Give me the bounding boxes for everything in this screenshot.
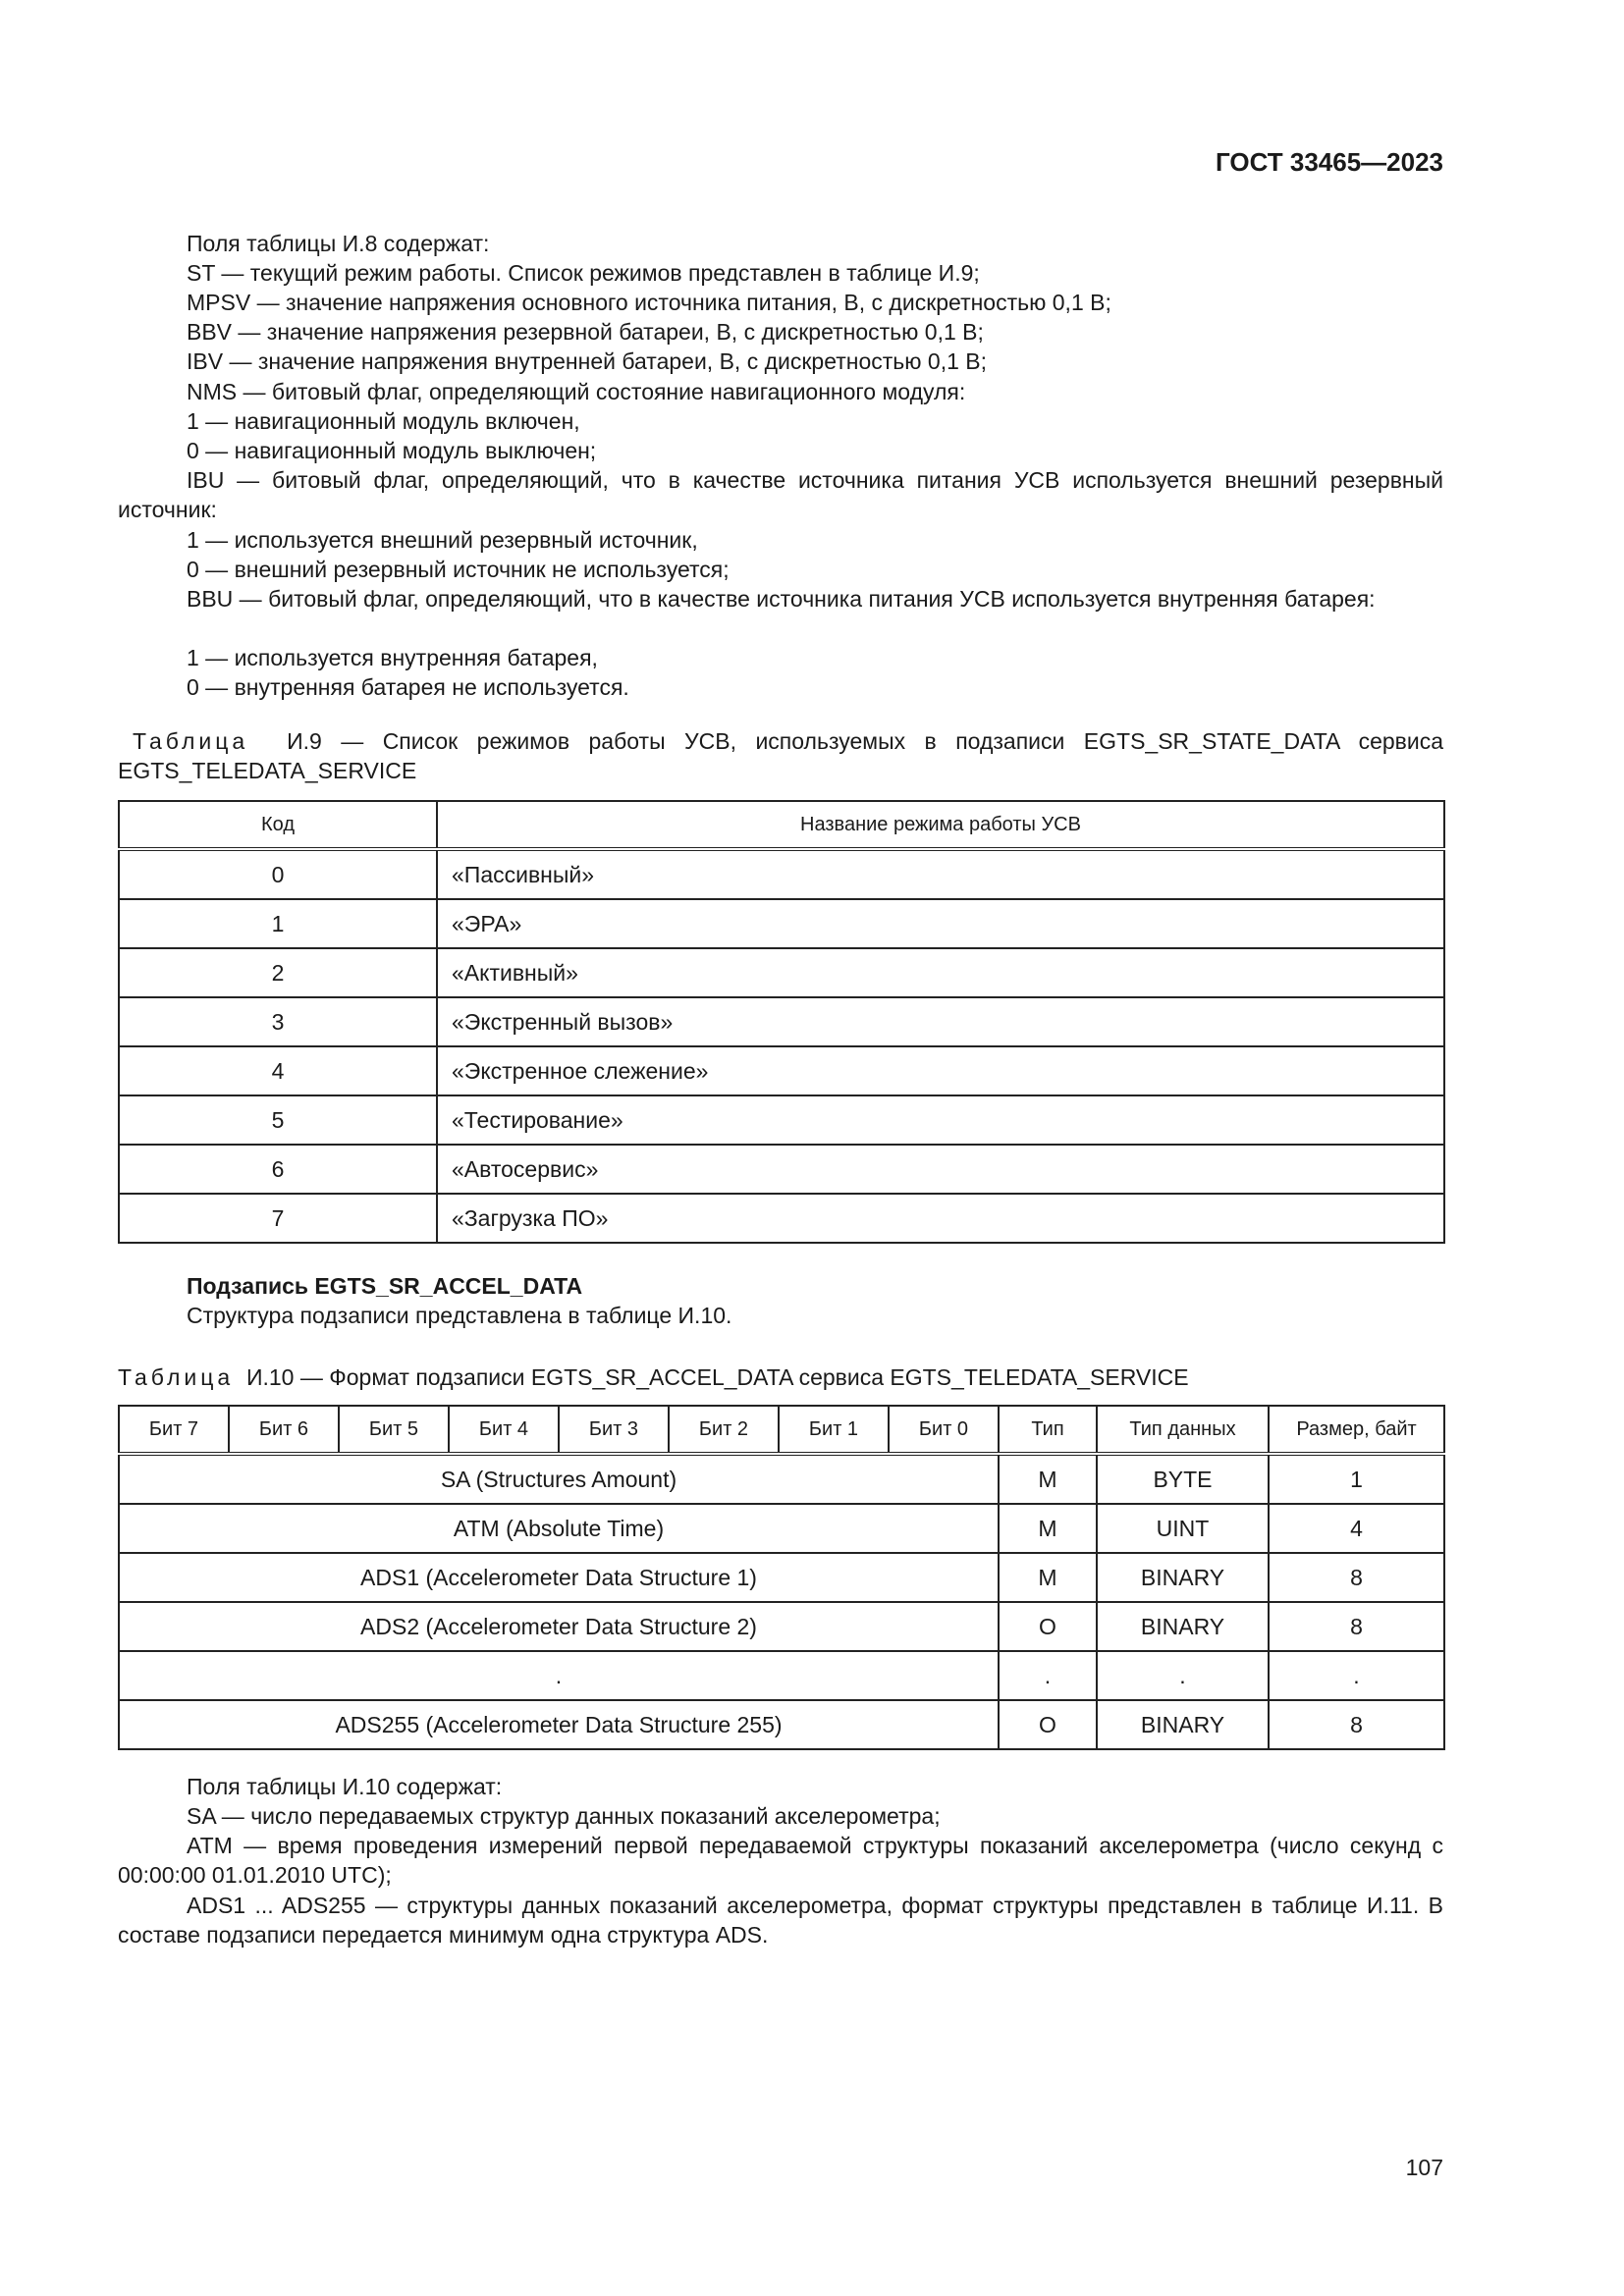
table-row xyxy=(119,1504,1444,1553)
field-data-type: BINARY xyxy=(1097,1700,1269,1749)
field-data-type: BINARY xyxy=(1097,1602,1269,1651)
field-ibv: IBV — значение напряжения внутренней батареи, В, с дискретностью 0,1 В; xyxy=(187,348,988,374)
field-type: . xyxy=(999,1651,1097,1700)
mode-name: «Активный» xyxy=(437,948,1444,997)
field-data-type: BYTE xyxy=(1097,1454,1269,1504)
table-row xyxy=(119,948,1444,997)
table-header-row xyxy=(119,801,1444,849)
column-header-data-type: Тип данных xyxy=(1097,1406,1269,1454)
mode-name: «ЭРА» xyxy=(437,899,1444,948)
column-header-bit3: Бит 3 xyxy=(559,1406,669,1454)
field-sa: SA — число передаваемых структур данных показаний акселерометра; xyxy=(187,1803,941,1829)
field-ibu: IBU — битовый флаг, определяющий, что в качестве источника питания УСВ используется внешний резервный источник: xyxy=(118,467,1443,522)
field-type: O xyxy=(999,1602,1097,1651)
mode-code: 4 xyxy=(119,1046,437,1095)
field-bbv: BBV — значение напряжения резервной батареи, В, с дискретностью 0,1 В; xyxy=(187,319,984,345)
field-name: SA (Structures Amount) xyxy=(119,1454,999,1504)
caption-word: Таблица xyxy=(133,728,249,754)
nms-value-0: 0 — навигационный модуль выключен; xyxy=(187,438,597,463)
mode-code: 2 xyxy=(119,948,437,997)
mode-name: «Экстренное слежение» xyxy=(437,1046,1444,1095)
field-data-type: BINARY xyxy=(1097,1553,1269,1602)
field-size: 8 xyxy=(1269,1700,1444,1749)
table-row xyxy=(119,997,1444,1046)
field-size: . xyxy=(1269,1651,1444,1700)
field-size: 8 xyxy=(1269,1602,1444,1651)
ibu-value-1: 1 — используется внешний резервный источник, xyxy=(187,527,698,553)
column-header-bit0: Бит 0 xyxy=(889,1406,999,1454)
nms-value-1: 1 — навигационный модуль включен, xyxy=(187,408,580,434)
mode-code: 0 xyxy=(119,849,437,899)
standard-number: ГОСТ 33465—2023 xyxy=(1216,147,1443,177)
page-number: 107 xyxy=(1405,2155,1443,2180)
fields-i8-intro: Поля таблицы И.8 содержат: xyxy=(187,231,490,256)
table-i9-caption xyxy=(118,726,1443,785)
table-row xyxy=(119,1095,1444,1145)
table-row xyxy=(119,849,1444,899)
column-header-bit5: Бит 5 xyxy=(339,1406,449,1454)
field-data-type: UINT xyxy=(1097,1504,1269,1553)
bbu-value-1: 1 — используется внутренняя батарея, xyxy=(187,645,598,670)
mode-name: «Загрузка ПО» xyxy=(437,1194,1444,1243)
column-header-size: Размер, байт xyxy=(1269,1406,1444,1454)
bbu-value-0: 0 — внутренняя батарея не используется. xyxy=(187,674,629,700)
table-row xyxy=(119,1651,1444,1700)
field-name: ATM (Absolute Time) xyxy=(119,1504,999,1553)
column-header-bit7: Бит 7 xyxy=(119,1406,229,1454)
field-nms: NMS — битовый флаг, определяющий состояние навигационного модуля: xyxy=(187,379,966,404)
table-row xyxy=(119,1602,1444,1651)
mode-name: «Автосервис» xyxy=(437,1145,1444,1194)
caption-text: И.9 — Список режимов работы УСВ, используемых в подзаписи EGTS_SR_STATE_DATA сервиса EGTS_TELEDATA_SERVICE xyxy=(118,728,1444,783)
field-type: M xyxy=(999,1454,1097,1504)
field-st: ST — текущий режим работы. Список режимов представлен в таблице И.9; xyxy=(187,260,980,286)
mode-code: 7 xyxy=(119,1194,437,1243)
caption-text: И.10 — Формат подзаписи EGTS_SR_ACCEL_DATA сервиса EGTS_TELEDATA_SERVICE xyxy=(245,1364,1189,1390)
field-name: ADS2 (Accelerometer Data Structure 2) xyxy=(119,1602,999,1651)
mode-name: «Тестирование» xyxy=(437,1095,1444,1145)
field-size: 1 xyxy=(1269,1454,1444,1504)
column-header-code: Код xyxy=(119,801,437,849)
field-name: ADS1 (Accelerometer Data Structure 1) xyxy=(119,1553,999,1602)
table-i10-caption xyxy=(118,1362,1443,1392)
table-row xyxy=(119,1454,1444,1504)
field-bbu: BBU — битовый флаг, определяющий, что в качестве источника питания УСВ используется внутренняя батарея: xyxy=(187,586,1376,612)
table-row xyxy=(119,899,1444,948)
field-name: ADS255 (Accelerometer Data Structure 255) xyxy=(119,1700,999,1749)
field-size: 4 xyxy=(1269,1504,1444,1553)
table-row xyxy=(119,1194,1444,1243)
mode-code: 1 xyxy=(119,899,437,948)
mode-code: 6 xyxy=(119,1145,437,1194)
table-i9 xyxy=(118,800,1445,1244)
accel-section-heading: Подзапись EGTS_SR_ACCEL_DATA xyxy=(187,1273,583,1299)
table-row xyxy=(119,1046,1444,1095)
table-row xyxy=(119,1145,1444,1194)
table-row xyxy=(119,1700,1444,1749)
column-header-bit6: Бит 6 xyxy=(229,1406,339,1454)
field-data-type: . xyxy=(1097,1651,1269,1700)
field-type: M xyxy=(999,1504,1097,1553)
table-i10 xyxy=(118,1405,1445,1750)
fields-i10-intro: Поля таблицы И.10 содержат: xyxy=(187,1774,503,1799)
field-ads: ADS1 ... ADS255 — структуры данных показаний акселерометра, формат структуры представлен в таблице И.11. В составе подзаписи передается минимум одна структура ADS. xyxy=(118,1893,1443,1948)
column-header-mode-name: Название режима работы УСВ xyxy=(437,801,1444,849)
column-header-type: Тип xyxy=(999,1406,1097,1454)
field-type: O xyxy=(999,1700,1097,1749)
caption-word: Таблица xyxy=(118,1364,235,1390)
field-atm: ATM — время проведения измерений первой передаваемой структуры показаний акселерометра (число секунд с 00:00:00 01.01.2010 UTC); xyxy=(118,1833,1443,1888)
table-row xyxy=(119,1553,1444,1602)
column-header-bit4: Бит 4 xyxy=(449,1406,559,1454)
field-mpsv: MPSV — значение напряжения основного источника питания, В, с дискретностью 0,1 В; xyxy=(187,290,1111,315)
column-header-bit1: Бит 1 xyxy=(779,1406,889,1454)
field-name: . xyxy=(119,1651,999,1700)
column-header-bit2: Бит 2 xyxy=(669,1406,779,1454)
mode-code: 5 xyxy=(119,1095,437,1145)
field-type: M xyxy=(999,1553,1097,1602)
field-size: 8 xyxy=(1269,1553,1444,1602)
mode-name: «Экстренный вызов» xyxy=(437,997,1444,1046)
mode-code: 3 xyxy=(119,997,437,1046)
ibu-value-0: 0 — внешний резервный источник не используется; xyxy=(187,557,730,582)
mode-name: «Пассивный» xyxy=(437,849,1444,899)
table-header-row xyxy=(119,1406,1444,1454)
accel-section-text: Структура подзаписи представлена в таблице И.10. xyxy=(187,1303,732,1328)
